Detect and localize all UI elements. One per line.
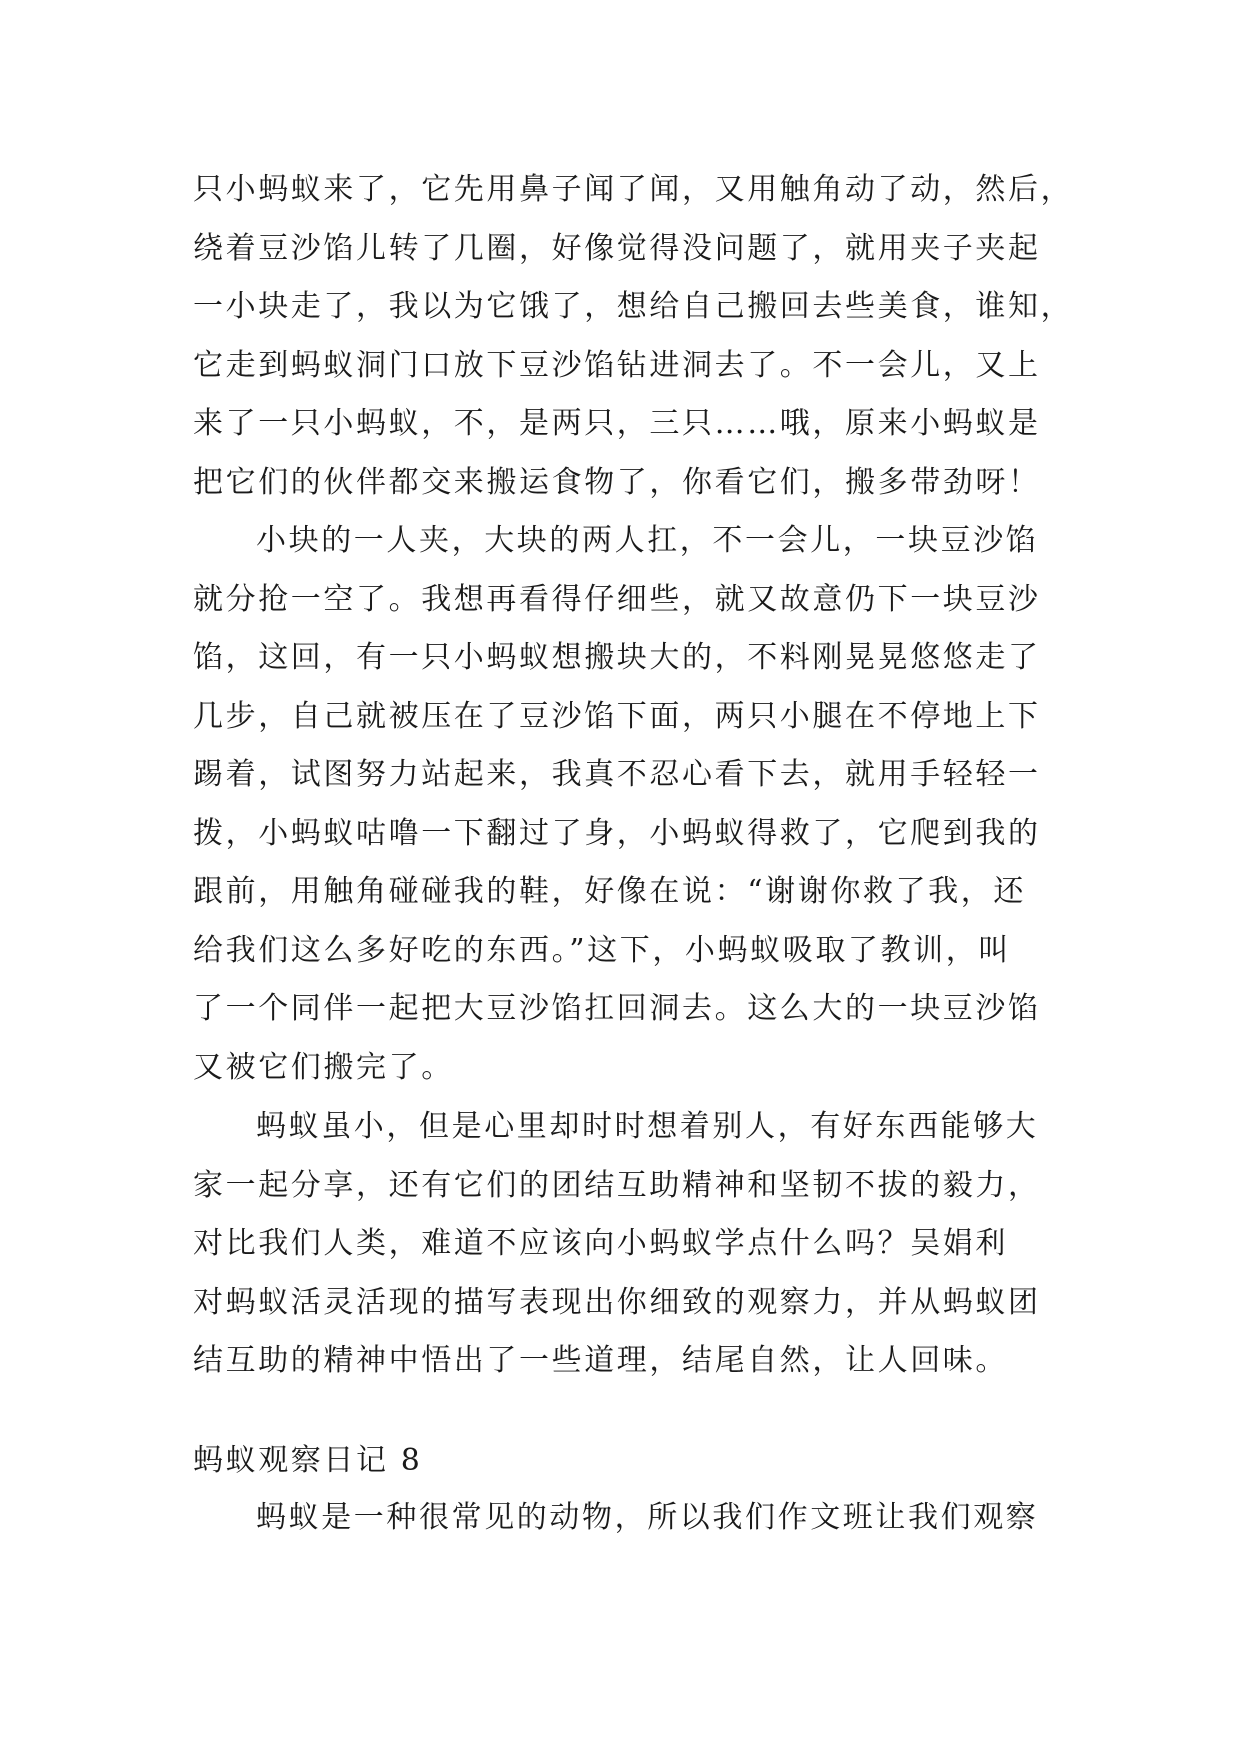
text-line: 又被它们搬完了。 [193, 1049, 454, 1085]
section-heading: 蚂蚁观察日记 8 [193, 1443, 423, 1478]
paragraph-2 [193, 512, 1053, 1097]
text-line: 来了一只小蚂蚁，不，是两只，三只……哦，原来小蚂蚁是 [193, 406, 1041, 441]
paragraph-1 [193, 161, 1074, 512]
text-line: 小块的一人夹，大块的两人扛，不一会儿，一块豆沙馅 [256, 523, 1039, 558]
text-line: 它走到蚂蚁洞门口放下豆沙馅钻进洞去了。不一会儿，又上 [193, 347, 1041, 383]
text-line: 几步，自己就被压在了豆沙馅下面，两只小腿在不停地上下 [193, 698, 1041, 734]
text-line: 对蚂蚁活灵活现的描写表现出你细致的观察力，并从蚂蚁团 [193, 1284, 1041, 1320]
text-line: 一小块走了，我以为它饿了，想给自己搬回去些美食，谁知， [193, 289, 1074, 324]
text-line: 跟前，用触角碰碰我的鞋，好像在说：“谢谢你救了我，还 [193, 874, 1026, 909]
text-line: 踢着，试图努力站起来，我真不忍心看下去，就用手轻轻一 [193, 757, 1041, 792]
text-line: 家一起分享，还有它们的团结互助精神和坚韧不拔的毅力， [193, 1167, 1041, 1203]
text-line: 了一个同伴一起把大豆沙馅扛回洞去。这么大的一块豆沙馅 [193, 991, 1041, 1026]
text-line: 绕着豆沙馅儿转了几圈，好像觉得没问题了，就用夹子夹起 [193, 230, 1041, 266]
paragraph-3 [193, 1098, 1053, 1391]
text-line: 馅，这回，有一只小蚂蚁想搬块大的，不料刚晃晃悠悠走了 [193, 640, 1041, 675]
text-line: 蚂蚁是一种很常见的动物，所以我们作文班让我们观察 [256, 1500, 1039, 1535]
text-line: 只小蚂蚁来了，它先用鼻子闻了闻，又用触角动了动，然后， [193, 172, 1074, 207]
text-line: 拨，小蚂蚁咕噜一下翻过了身，小蚂蚁得救了，它爬到我的 [193, 815, 1041, 851]
text-line: 对比我们人类，难道不应该向小蚂蚁学点什么吗？吴娟利 [193, 1226, 1008, 1261]
text-line: 结互助的精神中悟出了一些道理，结尾自然，让人回味。 [193, 1343, 1008, 1378]
paragraph-4 [193, 1489, 1053, 1548]
text-line: 把它们的伙伴都交来搬运食物了，你看它们，搬多带劲呀！ [193, 464, 1041, 500]
text-line: 就分抢一空了。我想再看得仔细些，就又故意仍下一块豆沙 [193, 581, 1041, 617]
text-line: 蚂蚁虽小，但是心里却时时想着别人，有好东西能够大 [256, 1109, 1039, 1144]
text-line: 给我们这么多好吃的东西。”这下，小蚂蚁吸取了教训，叫 [193, 932, 1011, 968]
